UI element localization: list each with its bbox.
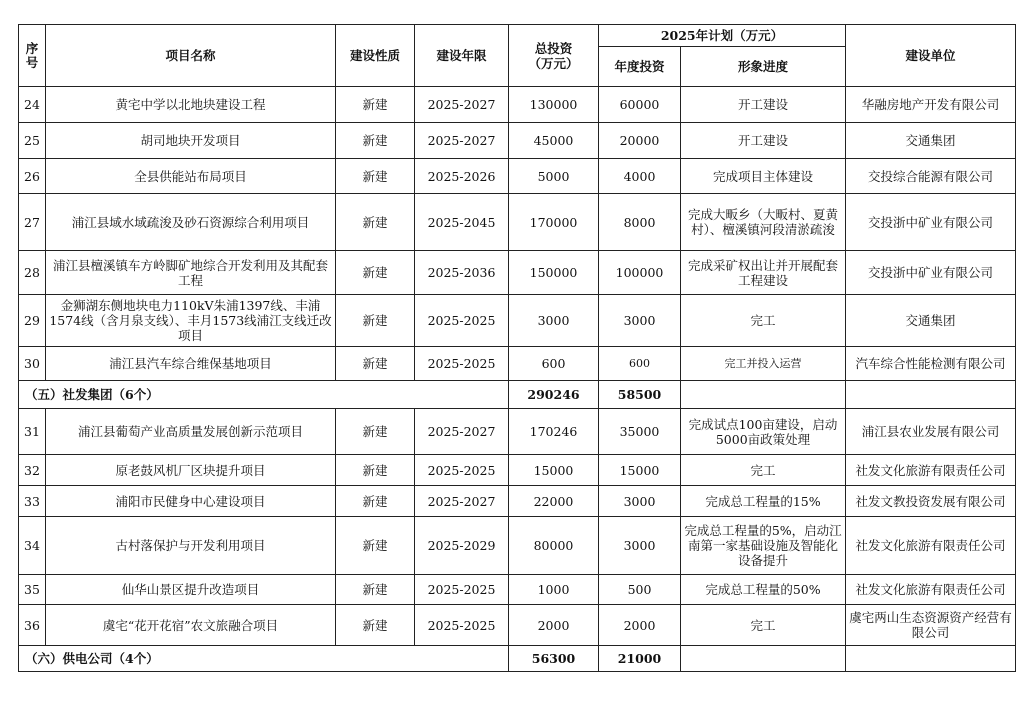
cell-annual: 3000: [599, 486, 681, 517]
cell-nature: 新建: [336, 409, 415, 455]
cell-name: 黄宅中学以北地块建设工程: [46, 87, 336, 123]
cell-no: 30: [19, 347, 46, 381]
header-plan-group: 2025年计划（万元）: [599, 25, 846, 47]
cell-no: 24: [19, 87, 46, 123]
cell-progress: 开工建设: [681, 87, 846, 123]
cell-total: 130000: [509, 87, 599, 123]
cell-annual: 4000: [599, 159, 681, 194]
cell-progress: 完工: [681, 605, 846, 646]
cell-period: 2025-2025: [415, 455, 509, 486]
cell-nature: 新建: [336, 295, 415, 347]
cell-period: 2025-2036: [415, 251, 509, 295]
cell-total: 45000: [509, 123, 599, 159]
cell-name: 古村落保护与开发利用项目: [46, 517, 336, 575]
project-table-page: [18, 24, 1016, 672]
cell-annual: 60000: [599, 87, 681, 123]
header-name: 项目名称: [46, 25, 336, 87]
group-total: 56300: [509, 646, 599, 672]
cell-total: 600: [509, 347, 599, 381]
cell-progress: 完工: [681, 455, 846, 486]
cell-unit: 社发文化旅游有限责任公司: [846, 455, 1016, 486]
cell-unit: 交投浙中矿业有限公司: [846, 251, 1016, 295]
group-unit-empty: [846, 646, 1016, 672]
cell-total: 15000: [509, 455, 599, 486]
cell-name: 浦江县葡萄产业高质量发展创新示范项目: [46, 409, 336, 455]
cell-nature: 新建: [336, 123, 415, 159]
cell-unit: 社发文化旅游有限责任公司: [846, 575, 1016, 605]
cell-nature: 新建: [336, 517, 415, 575]
cell-no: 35: [19, 575, 46, 605]
cell-annual: 15000: [599, 455, 681, 486]
cell-progress: 完成试点100亩建设，启动5000亩政策处理: [681, 409, 846, 455]
cell-unit: 社发文教投资发展有限公司: [846, 486, 1016, 517]
cell-no: 28: [19, 251, 46, 295]
cell-nature: 新建: [336, 87, 415, 123]
cell-period: 2025-2045: [415, 194, 509, 251]
cell-total: 3000: [509, 295, 599, 347]
table-row: [19, 159, 1016, 194]
group-row-six: [19, 646, 1016, 672]
cell-nature: 新建: [336, 486, 415, 517]
table-row: [19, 251, 1016, 295]
cell-no: 26: [19, 159, 46, 194]
table-row: [19, 455, 1016, 486]
cell-nature: 新建: [336, 605, 415, 646]
cell-unit: 交通集团: [846, 295, 1016, 347]
header-total: 总投资（万元）: [509, 25, 599, 87]
header-nature: 建设性质: [336, 25, 415, 87]
group-progress-empty: [681, 381, 846, 409]
group-label: （六）供电公司（4个）: [19, 646, 509, 672]
cell-period: 2025-2025: [415, 295, 509, 347]
group-unit-empty: [846, 381, 1016, 409]
cell-nature: 新建: [336, 455, 415, 486]
cell-total: 5000: [509, 159, 599, 194]
cell-name: 浦江县檀溪镇车方岭脚矿地综合开发利用及其配套工程: [46, 251, 336, 295]
cell-period: 2025-2027: [415, 486, 509, 517]
cell-unit: 华融房地产开发有限公司: [846, 87, 1016, 123]
header-seq: 序号: [19, 25, 46, 87]
cell-progress: 完成大畈乡（大畈村、夏黄村）、檀溪镇河段清淤疏浚: [681, 194, 846, 251]
cell-annual: 500: [599, 575, 681, 605]
cell-progress: 完成总工程量的5%，启动江南第一家基础设施及智能化设备提升: [681, 517, 846, 575]
cell-unit: 虞宅两山生态资源资产经营有限公司: [846, 605, 1016, 646]
cell-total: 170000: [509, 194, 599, 251]
cell-period: 2025-2029: [415, 517, 509, 575]
cell-no: 33: [19, 486, 46, 517]
cell-period: 2025-2027: [415, 123, 509, 159]
cell-progress: 完成采矿权出让并开展配套工程建设: [681, 251, 846, 295]
cell-period: 2025-2027: [415, 87, 509, 123]
cell-nature: 新建: [336, 575, 415, 605]
cell-annual: 3000: [599, 295, 681, 347]
table-row: [19, 605, 1016, 646]
table-row: [19, 409, 1016, 455]
cell-unit: 浦江县农业发展有限公司: [846, 409, 1016, 455]
cell-unit: 交通集团: [846, 123, 1016, 159]
cell-name: 浦江县汽车综合维保基地项目: [46, 347, 336, 381]
cell-name: 仙华山景区提升改造项目: [46, 575, 336, 605]
header-progress: 形象进度: [681, 47, 846, 87]
cell-unit: 交投浙中矿业有限公司: [846, 194, 1016, 251]
project-table: [18, 24, 1016, 672]
cell-name: 虞宅“花开花宿”农文旅融合项目: [46, 605, 336, 646]
cell-period: 2025-2025: [415, 575, 509, 605]
cell-name: 浦阳市民健身中心建设项目: [46, 486, 336, 517]
cell-annual: 100000: [599, 251, 681, 295]
group-label: （五）社发集团（6个）: [19, 381, 509, 409]
group-total: 290246: [509, 381, 599, 409]
cell-no: 31: [19, 409, 46, 455]
cell-progress: 开工建设: [681, 123, 846, 159]
cell-annual: 35000: [599, 409, 681, 455]
table-row: [19, 295, 1016, 347]
cell-no: 36: [19, 605, 46, 646]
table-row: [19, 87, 1016, 123]
cell-progress: 完成总工程量的50%: [681, 575, 846, 605]
group-row-five: [19, 381, 1016, 409]
cell-total: 1000: [509, 575, 599, 605]
table-row: [19, 517, 1016, 575]
cell-total: 2000: [509, 605, 599, 646]
cell-annual: 600: [599, 347, 681, 381]
cell-progress: 完成总工程量的15%: [681, 486, 846, 517]
cell-total: 150000: [509, 251, 599, 295]
cell-nature: 新建: [336, 251, 415, 295]
cell-period: 2025-2025: [415, 347, 509, 381]
cell-progress: 完工并投入运营: [681, 347, 846, 381]
cell-total: 80000: [509, 517, 599, 575]
cell-annual: 8000: [599, 194, 681, 251]
group-progress-empty: [681, 646, 846, 672]
cell-progress: 完工: [681, 295, 846, 347]
cell-no: 25: [19, 123, 46, 159]
table-row: [19, 486, 1016, 517]
cell-total: 170246: [509, 409, 599, 455]
cell-progress: 完成项目主体建设: [681, 159, 846, 194]
cell-name: 金狮湖东侧地块电力110kV朱浦1397线、丰浦1574线（含月泉支线）、丰月1573线浦江支线迁改项目: [46, 295, 336, 347]
cell-annual: 20000: [599, 123, 681, 159]
cell-name: 胡司地块开发项目: [46, 123, 336, 159]
group-annual: 58500: [599, 381, 681, 409]
cell-no: 29: [19, 295, 46, 347]
cell-unit: 社发文化旅游有限责任公司: [846, 517, 1016, 575]
cell-nature: 新建: [336, 194, 415, 251]
table-row: [19, 123, 1016, 159]
cell-unit: 汽车综合性能检测有限公司: [846, 347, 1016, 381]
cell-name: 原老鼓风机厂区块提升项目: [46, 455, 336, 486]
cell-total: 22000: [509, 486, 599, 517]
table-row: [19, 194, 1016, 251]
cell-no: 34: [19, 517, 46, 575]
header-annual: 年度投资: [599, 47, 681, 87]
cell-no: 32: [19, 455, 46, 486]
cell-name: 全县供能站布局项目: [46, 159, 336, 194]
cell-annual: 3000: [599, 517, 681, 575]
cell-nature: 新建: [336, 159, 415, 194]
table-row: [19, 575, 1016, 605]
cell-period: 2025-2027: [415, 409, 509, 455]
header-unit: 建设单位: [846, 25, 1016, 87]
group-annual: 21000: [599, 646, 681, 672]
cell-annual: 2000: [599, 605, 681, 646]
cell-period: 2025-2026: [415, 159, 509, 194]
header-period: 建设年限: [415, 25, 509, 87]
cell-no: 27: [19, 194, 46, 251]
cell-period: 2025-2025: [415, 605, 509, 646]
cell-name: 浦江县域水域疏浚及砂石资源综合利用项目: [46, 194, 336, 251]
cell-nature: 新建: [336, 347, 415, 381]
cell-unit: 交投综合能源有限公司: [846, 159, 1016, 194]
table-row: [19, 347, 1016, 381]
